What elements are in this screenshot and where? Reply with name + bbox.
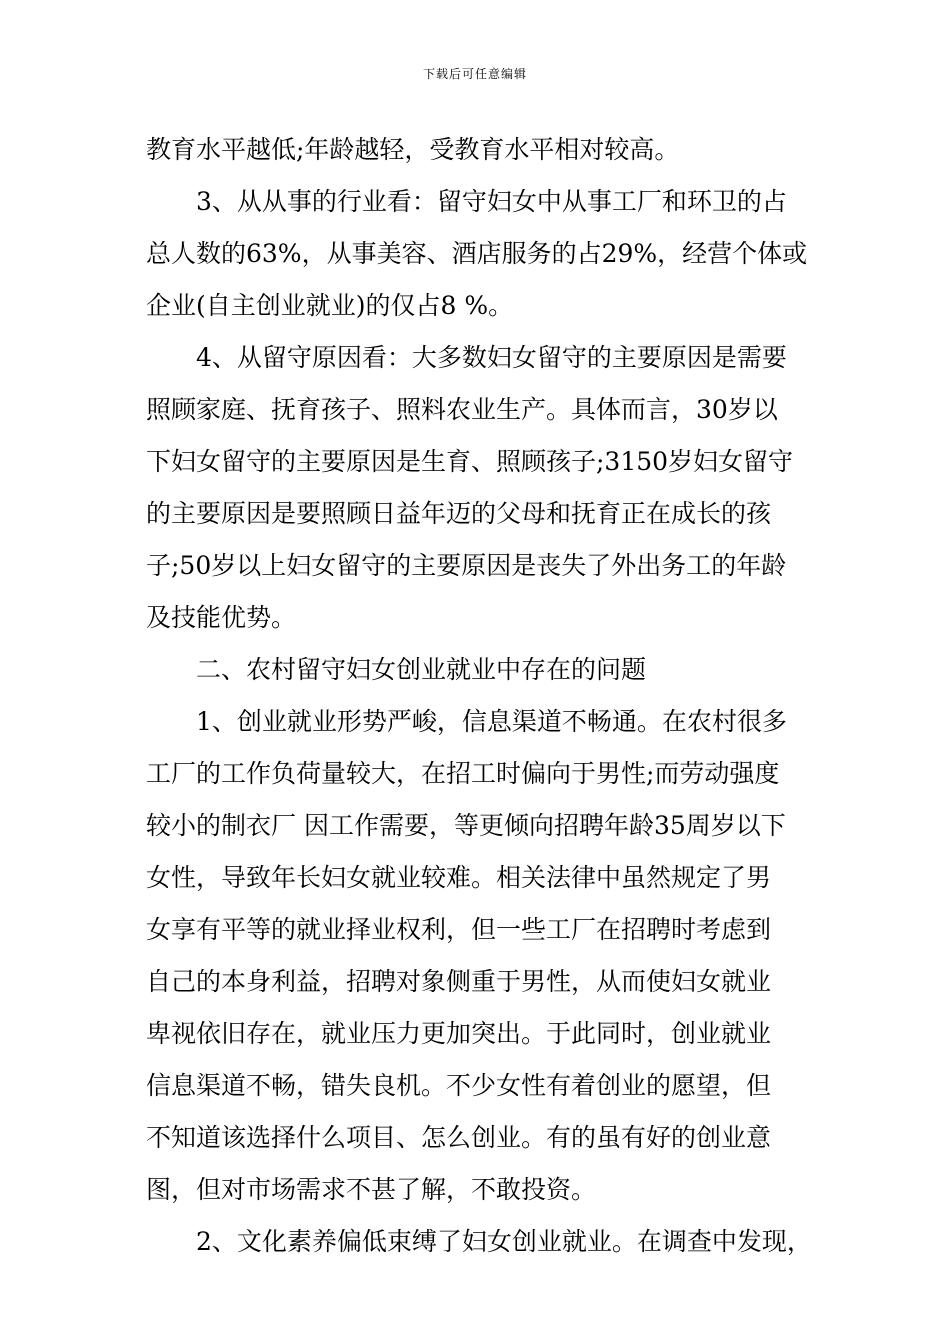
page-header: 下载后可任意编辑 bbox=[422, 67, 527, 81]
text-line: 4、从留守原因看：大多数妇女留守的主要原因是需要 bbox=[196, 343, 787, 372]
text-line: 1、创业就业形势严峻，信息渠道不畅通。在农村很多 bbox=[196, 707, 787, 736]
text-line: 下妇女留守的主要原因是生育、照顾孩子;3150岁妇女留守 bbox=[146, 447, 794, 476]
text-line: 子;50岁以上妇女留守的主要原因是丧失了外出务工的年龄 bbox=[146, 551, 787, 580]
text-line: 2、文化素养偏低束缚了妇女创业就业。在调查中发现， bbox=[196, 1227, 812, 1256]
text-line: 总人数的63%，从事美容、酒店服务的占29%，经营个体或 bbox=[146, 239, 808, 268]
text-line: 不知道该选择什么项目、怎么创业。有的虽有好的创业意 bbox=[146, 1123, 772, 1152]
text-line: 及技能优势。 bbox=[146, 603, 297, 632]
text-line: 卑视依旧存在，就业压力更加突出。于此同时，创业就业 bbox=[146, 1019, 772, 1048]
section-heading: 二、农村留守妇女创业就业中存在的问题 bbox=[196, 655, 647, 684]
text-line: 较小的制衣厂 因工作需要，等更倾向招聘年龄35周岁以下 bbox=[146, 811, 786, 840]
text-line: 教育水平越低;年龄越轻，受教育水平相对较高。 bbox=[146, 135, 680, 164]
text-line: 企业(自主创业就业)的仅占8 %。 bbox=[146, 291, 514, 320]
text-line: 女享有平等的就业择业权利，但一些工厂在招聘时考虑到 bbox=[146, 915, 772, 944]
document-body bbox=[146, 124, 826, 1268]
text-line: 信息渠道不畅，错失良机。不少女性有着创业的愿望，但 bbox=[146, 1071, 772, 1100]
text-line: 自己的本身利益，招聘对象侧重于男性，从而使妇女就业 bbox=[146, 967, 772, 996]
text-line: 女性，导致年长妇女就业较难。相关法律中虽然规定了男 bbox=[146, 863, 772, 892]
text-line: 的主要原因是要照顾日益年迈的父母和抚育正在成长的孩 bbox=[146, 499, 772, 528]
text-line: 工厂的工作负荷量较大，在招工时偏向于男性;而劳动强度 bbox=[146, 759, 780, 788]
text-line: 图，但对市场需求不甚了解，不敢投资。 bbox=[146, 1175, 597, 1204]
text-line: 3、从从事的行业看：留守妇女中从事工厂和环卫的占 bbox=[196, 187, 787, 216]
text-line: 照顾家庭、抚育孩子、照料农业生产。具体而言，30岁以 bbox=[146, 395, 778, 424]
